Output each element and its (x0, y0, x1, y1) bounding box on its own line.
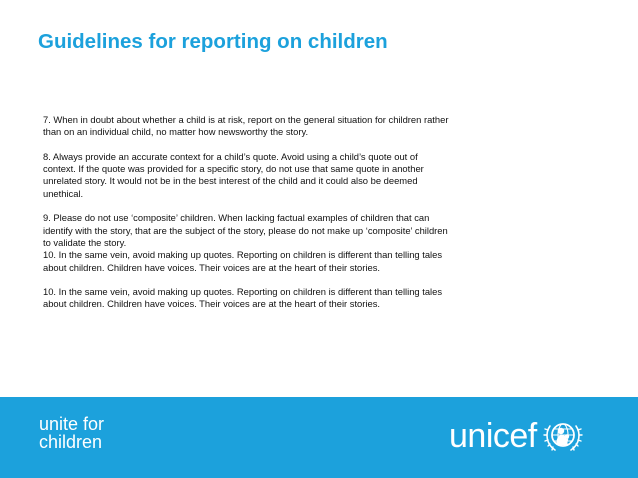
tagline: unite for children (39, 414, 105, 452)
guideline-paragraph-10: 10. In the same vein, avoid making up quotes. Reporting on children is different than telling tales about children. Children have voices. Their voices are at the heart of their stories. (43, 249, 443, 273)
page-title: Guidelines for reporting on children (38, 30, 388, 53)
brand-wordmark: unicef (449, 416, 537, 455)
guidelines-body (43, 114, 453, 323)
unicef-emblem-icon (541, 414, 585, 458)
guideline-paragraph-10-repeat: 10. In the same vein, avoid making up quotes. Reporting on children is different than telling tales about children. Children have voices. Their voices are at the heart of their stories. (43, 286, 443, 310)
footer-band (0, 397, 638, 478)
guideline-paragraph-7: 7. When in doubt about whether a child is at risk, report on the general situation for children rather than on an individual child, no matter how newsworthy the story. (43, 114, 449, 138)
unicef-logo (449, 411, 585, 461)
guideline-paragraph-8: 8. Always provide an accurate context for a child’s quote. Avoid using a child’s quote out of context. If the quote was provided for a specific story, do not use that same quote in another unrelated story. It would not be in the best interest of the child and it could also be deemed unethical. (43, 150, 424, 199)
guideline-paragraph-9: 9. Please do not use ‘composite’ children. When lacking factual examples of children that can identify with the story, that are the subject of the story, please do not make up ‘composite’ children to validate the story. (43, 212, 448, 248)
